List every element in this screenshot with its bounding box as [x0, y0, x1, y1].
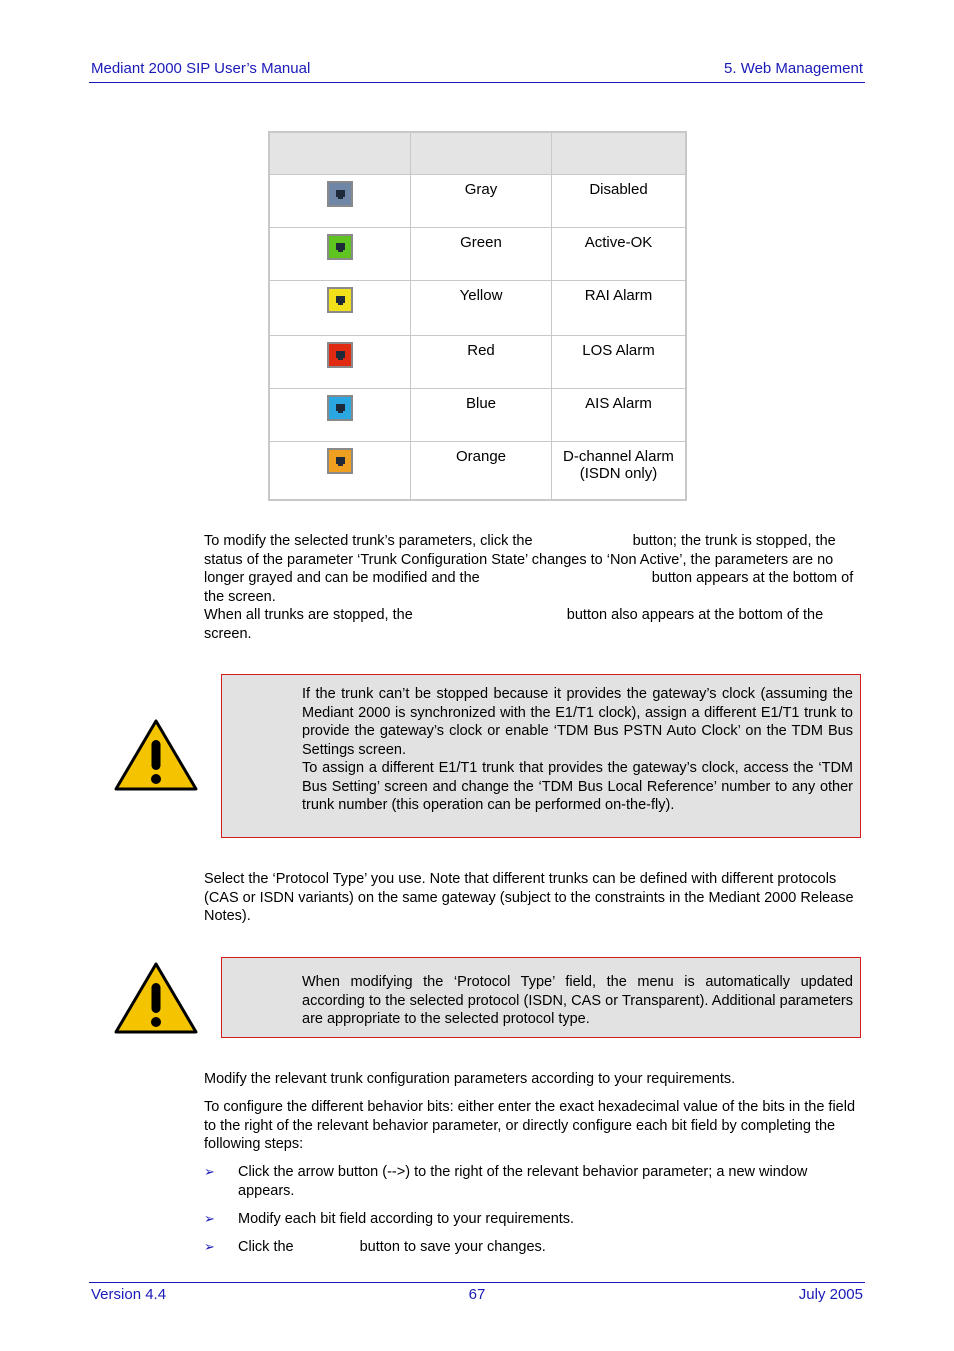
status-cell: RAI Alarm [552, 281, 687, 336]
status-cell: AIS Alarm [552, 389, 687, 442]
blue-trunk-icon [327, 395, 353, 421]
page-footer [89, 1282, 865, 1308]
table-row [269, 389, 686, 442]
red-trunk-icon [327, 342, 353, 368]
header-chapter: 5. Web Management [724, 60, 863, 77]
table-row [269, 228, 686, 281]
modify-instructions: To modify the selected trunk’s parameters, click the button; the trunk is stopped, the status of the parameter ‘Trunk Configuration State’ changes to ‘Non Active’, the parameters are no longer grayed and can be modified and the button appears at the bottom of the screen. When all trunks are stopped, the button also appears at the bottom of the screen. [204, 533, 854, 642]
note-text: If the trunk can’t be stopped because it provides the gateway’s clock (assuming the Mediant 2000 is synchronized with the E1/T1 clock), assign a different E1/T1 trunk to provide the gateway’s clock or enable ‘TDM Bus PSTN Auto Clock’ on the TDM Bus Settings screen. To assign a different E1/T1 trunk that provides the gateway’s clock, access the ‘TDM Bus Setting’ screen and change the ‘TDM Bus Local Reference’ number to any other trunk number (this operation can be performed on-the-fly). [302, 686, 853, 813]
status-cell: LOS Alarm [552, 336, 687, 389]
page-number: 67 [468, 1286, 486, 1303]
bullet-arrow-icon: ➢ [204, 1239, 215, 1254]
bullet-arrow-icon: ➢ [204, 1164, 215, 1179]
note-text: When modifying the ‘Protocol Type’ field, the menu is automatically updated according to the selected protocol (ISDN, CAS or Transparent). Additional parameters are appropriate to the selected protocol type. [302, 974, 853, 1027]
status-cell: Active-OK [552, 228, 687, 281]
page-header [89, 60, 865, 83]
table-row [269, 442, 686, 500]
table-row [269, 336, 686, 389]
orange-trunk-icon [327, 448, 353, 474]
color-cell: Red [411, 336, 552, 389]
green-trunk-icon [327, 234, 353, 260]
footer-version: Version 4.4 [91, 1286, 167, 1303]
modify-params-paragraph: Modify the relevant trunk configuration parameters according to your requirements. [204, 1071, 736, 1087]
list-item: ➢ Modify each bit field according to your requirements. [204, 1211, 575, 1227]
header-manual-title: Mediant 2000 SIP User’s Manual [91, 60, 311, 77]
color-cell: Green [411, 228, 552, 281]
color-cell: Blue [411, 389, 552, 442]
yellow-trunk-icon [327, 287, 353, 313]
bullet-arrow-icon: ➢ [204, 1211, 215, 1226]
footer-date: July 2005 [798, 1286, 863, 1303]
status-cell: D-channel Alarm (ISDN only) [552, 442, 687, 500]
protocol-note [221, 957, 861, 1038]
color-cell: Orange [411, 442, 552, 500]
table-row [269, 281, 686, 336]
color-cell: Yellow [411, 281, 552, 336]
trunk-status-table [268, 131, 687, 501]
clock-note [221, 674, 861, 838]
table-row [269, 175, 686, 228]
gray-trunk-icon [327, 181, 353, 207]
behavior-paragraph: To configure the different behavior bits: either enter the exact hexadecimal value of the bits in the field to the right of the relevant behavior parameter, or directly configure each bit field by completing the following steps: [204, 1099, 856, 1152]
warning-icon [114, 961, 198, 1035]
list-item: ➢ Click the arrow button (-->) to the right of the relevant behavior parameter; a new window appears. [204, 1164, 808, 1199]
protocol-paragraph: Select the ‘Protocol Type’ you use. Note that different trunks can be defined with different protocols (CAS or ISDN variants) on the same gateway (subject to the constraints in the Mediant 2000 Release Notes). [204, 871, 854, 924]
table-header-row [269, 132, 686, 175]
color-cell: Gray [411, 175, 552, 228]
warning-icon [114, 718, 198, 792]
list-item: ➢ Click the button to save your changes. [204, 1239, 546, 1255]
status-cell: Disabled [552, 175, 687, 228]
